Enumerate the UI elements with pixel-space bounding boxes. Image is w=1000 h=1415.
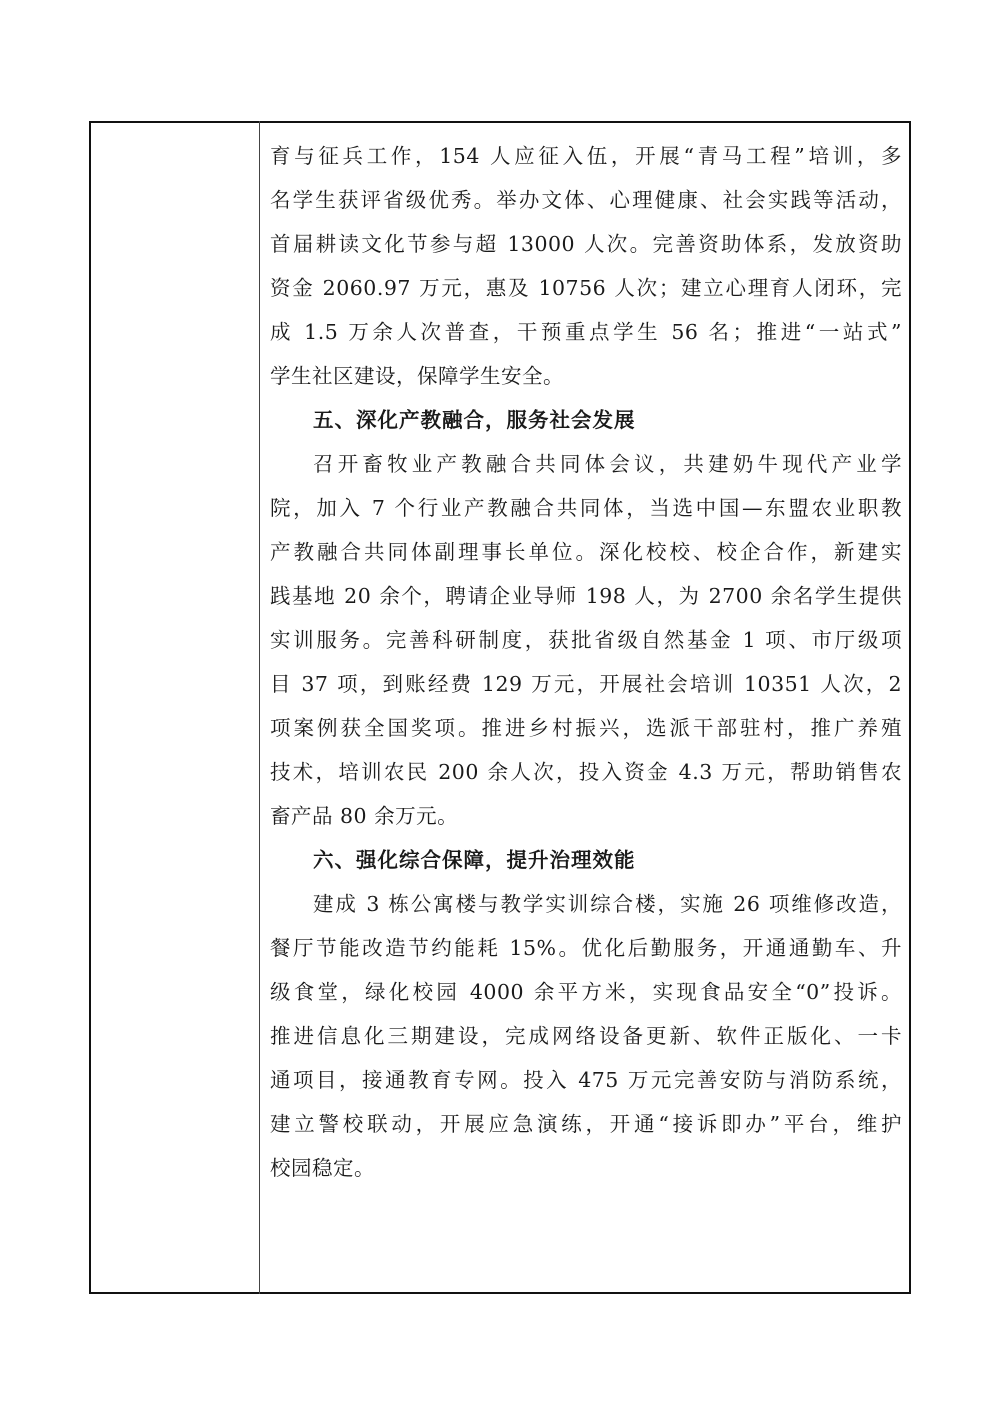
text-line: 畜产品 80 余万元。 bbox=[270, 804, 459, 828]
text-line: 学生社区建设，保障学生安全。 bbox=[270, 364, 564, 388]
text-line: 院，加入 7 个行业产教融合共同体，当选中国—东盟农业职教 bbox=[270, 496, 902, 520]
text-line: 校园稳定。 bbox=[270, 1156, 375, 1180]
text-line: 级食堂，绿化校园 4000 余平方米，实现食品安全“0”投诉。 bbox=[270, 980, 902, 1004]
text-line: 实训服务。完善科研制度，获批省级自然基金 1 项、市厅级项 bbox=[270, 628, 902, 652]
text-line: 成 1.5 万余人次普查，干预重点学生 56 名；推进“一站式” bbox=[270, 320, 902, 344]
text-line: 召开畜牧业产教融合共同体会议，共建奶牛现代产业学 bbox=[313, 452, 902, 476]
text-line: 育与征兵工作，154 人应征入伍，开展“青马工程”培训，多 bbox=[270, 144, 902, 168]
text-line: 目 37 项，到账经费 129 万元，开展社会培训 10351 人次，2 bbox=[270, 672, 902, 696]
column-divider bbox=[259, 121, 260, 1294]
text-line: 产教融合共同体副理事长单位。深化校校、校企合作，新建实 bbox=[270, 540, 902, 564]
paragraph-section-4-tail bbox=[270, 134, 902, 398]
text-line: 餐厅节能改造节约能耗 15%。优化后勤服务，开通通勤车、升 bbox=[270, 936, 902, 960]
text-line: 建成 3 栋公寓楼与教学实训综合楼，实施 26 项维修改造， bbox=[313, 892, 902, 916]
text-line: 践基地 20 余个，聘请企业导师 198 人，为 2700 余名学生提供 bbox=[270, 584, 902, 608]
left-label-cell bbox=[91, 123, 259, 1292]
text-line: 首届耕读文化节参与超 13000 人次。完善资助体系，发放资助 bbox=[270, 232, 902, 256]
section-heading-6: 六、强化综合保障，提升治理效能 bbox=[313, 848, 636, 872]
text-line: 技术，培训农民 200 余人次，投入资金 4.3 万元，帮助销售农 bbox=[270, 760, 902, 784]
text-line: 名学生获评省级优秀。举办文体、心理健康、社会实践等活动， bbox=[270, 188, 902, 212]
text-line: 通项目，接通教育专网。投入 475 万元完善安防与消防系统， bbox=[270, 1068, 902, 1092]
text-line: 建立警校联动，开展应急演练，开通“接诉即办”平台，维护 bbox=[270, 1112, 902, 1136]
content-cell bbox=[270, 134, 902, 1190]
section-heading-5: 五、深化产教融合，服务社会发展 bbox=[313, 408, 636, 432]
text-line: 推进信息化三期建设，完成网络设备更新、软件正版化、一卡 bbox=[270, 1024, 902, 1048]
paragraph-section-5 bbox=[270, 442, 902, 838]
paragraph-section-6 bbox=[270, 882, 902, 1190]
text-line: 项案例获全国奖项。推进乡村振兴，选派干部驻村，推广养殖 bbox=[270, 716, 902, 740]
text-line: 资金 2060.97 万元，惠及 10756 人次；建立心理育人闭环，完 bbox=[270, 276, 902, 300]
